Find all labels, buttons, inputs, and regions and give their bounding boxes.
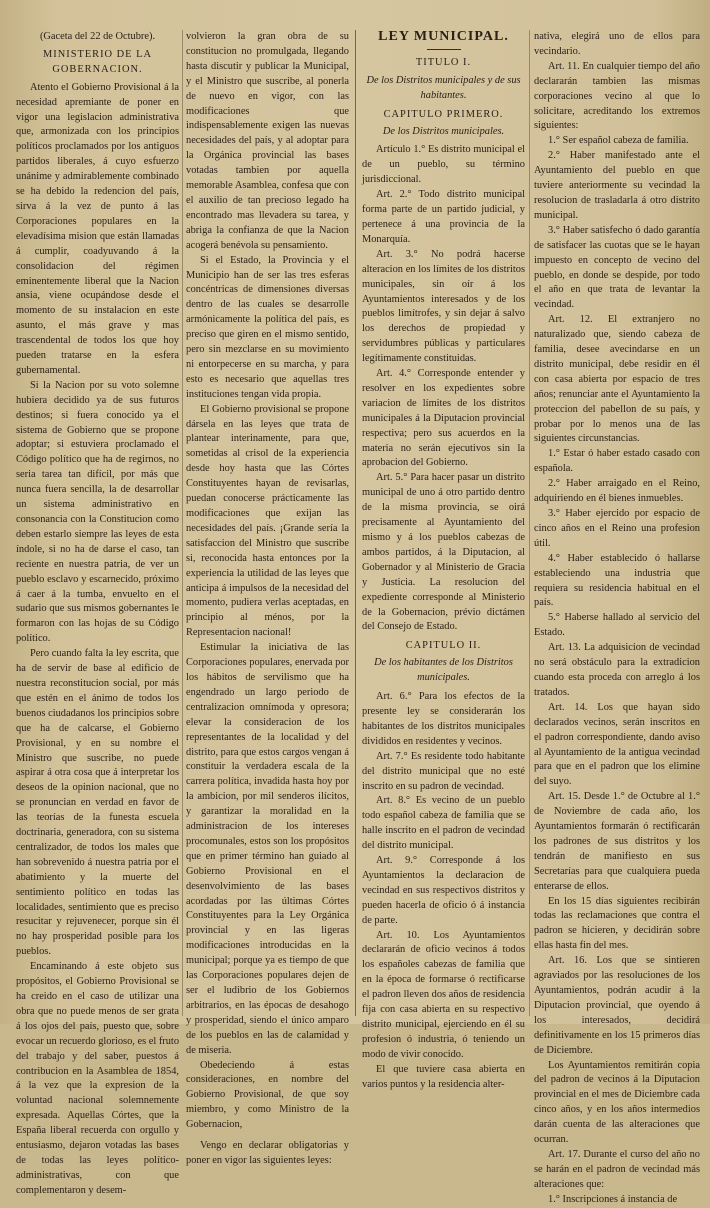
- article: Los Ayuntamientos remitirán copia del padron de vecinos á la Diputacion provincial en el mes de Diciembre cada cinco años, y en los años intermedios darán cuenta de las alteraciones que ocurran.: [534, 1059, 700, 1146]
- preamble-paragraph: volvieron la gran obra de su constitucion no promulgada, llegando hasta discutir y publicar la Municipal, y el Ministro que suscribe, al ponerla de nuevo en vigor, con las modificaciones que indispensablemente exigen las nuevas necesidades del país, y al adoptar para la Orgánica provincial las bases votadas tambien por aquella memorable Asamblea, confesa que con el auxilio de tan precioso legado ha encontrado mas llevadera su tarea, y abriga la confianza de que la Nacion acogerá benévola su pensamiento.: [186, 31, 349, 251]
- article-item: 1.° Inscripciones á instancia de: [548, 1193, 678, 1205]
- preamble-paragraph: Encaminando á este objeto sus propósitos, el Gobierno Provisional se ha creido en el caso de utilizar una obra que no puede menos de ser grata á los ojos del país, puesto que, sobre evocar un recuerdo glorioso, es el fruto del trabajo y del saber, puestos á contribucion en la Asamblea de 1854, á la vez que la expresion de la voluntad nacional solemnemente expresada. Aquellas Córtes, que la España liberal recuerda con orgullo y entusiasmo, dejaron votadas las bases de todas las leyes político-administrativas, con que complementaron y desem-: [16, 961, 180, 1196]
- article: Art. 6.° Para los efectos de la presente ley se considerarán los habitantes de los distritos municipales divididos en residentes y vecinos.: [362, 691, 525, 747]
- preamble-paragraph: Obedeciendo á estas consideraciones, en nombre del Gobierno Provisional, de que soy miembro, y como Ministro de la Gobernacion,: [186, 1059, 349, 1131]
- article: El que tuviere casa abierta en varios puntos y la residencia alter-: [362, 1063, 525, 1090]
- column-2: [186, 30, 349, 1166]
- article: Art. 13. La adquisicion de vecindad no será obstáculo para la extradicion cuando esta proceda con arreglo á los tratados.: [534, 642, 700, 698]
- article-item: 2.° Haber manifestado ante el Ayuntamiento del pueblo en que tuviere anteriormente su vecindad la resolucion de trasladarla á otro distrito municipal.: [534, 150, 700, 221]
- article: Art. 14. Los que hayan sido declarados vecinos, serán inscritos en el padron correspondiente, dando aviso al Ayuntamiento de la antigua vecindad para que en el padron que los elimine del suyo.: [534, 701, 700, 788]
- article: Art. 4.° Corresponde entender y resolver en los expedientes sobre variacion de límites de los distritos municipales á la Diputacion provincial respectiva; pero sus acuerdos en la materia no serán ejecutivos sin la aprobacion del Gobierno.: [362, 368, 525, 469]
- preamble-paragraph: Si la Nacion por su voto solemne hubiera decidido ya de sus futuros destinos; si fuera conocido ya el sistema de Gobierno que se propone adoptar; si estuviera proclamado el Código político que ha de regirnos, no seria tarea tan difícil, por más que nunca fuera sencilla, la de desarrollar un sistema administrativo en consonancia con la Constitucion como deben estarlo siempre las leyes de esta índole, si no ha de darse el caso, tan reciente en nuestra patria, de ver un pueblo esclavo y escarnecido, próximo á caer á la tumba, envuelto en el sudario que sus mismos gobernantes le formaron con las hojas de su Código político.: [16, 379, 179, 645]
- article: Art. 5.° Para hacer pasar un distrito municipal de uno á otro partido dentro de la misma provincia, se oirá precisamente al Ayuntamiento del mismo y á los pueblos cabezas de ambos partidos, á la Diputacion, al Gobernador y al Ministerio de Gracia y Justicia. La resolucion del expediente corresponde al Ministerio de la Gobernacion, prévio dictámen del Consejo de Estado.: [362, 472, 525, 633]
- article-item: 4.° Haber establecido ó hallarse estableciendo una industria que requiera su residencia habitual en el país.: [534, 552, 700, 609]
- article: En los 15 días siguientes recibirán todas las reclamaciones que contra el padron se hicieren, y decidirán sobre ellas hasta fin del mes.: [534, 895, 700, 952]
- preamble-paragraph: Pero cuando falta la ley escrita, que ha de servir de base al edificio de nuestra reconstitucion social, por más que estén en el ánimo de todos los buenos ciudadanos los principios sobre que ha de calcarse, el Gobierno Provisional, y en su nombre el Ministro que suscribe, no puede aspirar á otra cosa que á interpretar los deseos de la opinion nacional, que no se pronuncian en verdad en favor de las teorías de la funesta escuela doctrinaria, generadora, con su sistema centralizador, de todos los males que han sobrevenido á nuestra patria por el abatimiento y la muerte del sentimiento político en todas las localidades, sentimiento que es preciso resucitar y rejuvenecer, porque sin él no hay prosperidad posible para los pueblos.: [16, 648, 179, 958]
- article-item: 1.° Ser español cabeza de familia.: [548, 135, 689, 147]
- article-item: 3.° Haber satisfecho ó dado garantía de satisfacer las cuotas que se le hayan impuesto en concepto de vecino del pueblo, en donde se despide, por todo el año en que trata de levantar la vecindad.: [534, 224, 700, 311]
- article: Art. 11. En cualquier tiempo del año declararán tambien las mismas corporaciones vecino al que lo solicitare, acreditando los extremos siguientes:: [534, 60, 700, 132]
- chapter-subheading: De los Distritos municipales.: [382, 125, 505, 137]
- article: Art. 2.° Todo distrito municipal forma parte de un partido judicial, y pertenece á una provincia de la Monarquía.: [362, 189, 525, 245]
- law-title: LEY MUNICIPAL.: [378, 29, 509, 44]
- article-item: 3.° Haber ejercido por espacio de cinco años en el Reino una profesion útil.: [534, 508, 700, 549]
- article: Art. 12. El extranjero no naturalizado que, siendo cabeza de familia, desee avecindarse en un distrito municipal, debe residir en él con casa abierta por espacio de tres años; renunciar ante el Ayuntamiento la proteccion del pabellon de su país, y probar por lo menos una de las siguientes circunstancias.: [534, 314, 700, 445]
- article-item: 1.° Estar ó haber estado casado con española.: [534, 448, 700, 475]
- column-divider: [355, 30, 356, 1016]
- title-rule: [427, 49, 461, 50]
- article: nativa, elegirá uno de ellos para vecindario.: [534, 31, 700, 57]
- preamble-paragraph: El Gobierno provisional se propone dársela en las leyes que trata de plantear interinamente, para que, sometidas al crisol de la experiencia desde hoy hasta que las Córtes Constituyentes hayan de revisarlas, puedan conocerse prácticamente las modificaciones que exijan las necesidades del país. ¡Grande sería la satisfaccion del Ministro que suscribe si, reconocida hasta entonces por la experiencia la utilidad de las leyes que anticipa á impulsos de la necesidad del momento, pudiera verlas aceptadas, en principio al ménos, por la Representacion nacional!: [186, 403, 349, 639]
- titulo-heading: TITULO I.: [415, 56, 472, 68]
- column-3: [362, 29, 525, 1090]
- article: Art. 15. Desde 1.° de Octubre al 1.° de Noviembre de cada año, los Ayuntamientos formarán ó rectificarán los padrones de sus distritos y los tendrán de manifiesto en sus Secretarías para que cualquiera pueda enterarse de ellos.: [534, 791, 700, 892]
- column-divider: [529, 30, 530, 1016]
- column-1: [16, 30, 180, 1196]
- article: Art. 7.° Es residente todo habitante del distrito municipal que no esté inscrito en su padron de vecindad.: [362, 750, 525, 792]
- column-divider: [182, 30, 183, 1016]
- article: Art. 17. Durante el curso del año no se harán en el padron de vecindad más alteraciones que:: [534, 1148, 700, 1190]
- column-4: [534, 30, 700, 1205]
- chapter-heading: CAPITULO II.: [405, 640, 482, 652]
- article: Artículo 1.° Es distrito municipal el de un pueblo, su término jurisdiccional.: [362, 144, 525, 186]
- preamble-paragraph: Estimular la iniciativa de las Corporaciones populares, enervada por los hábitos de servilismo que ha engendrado un largo periodo de centralizacion omnímoda y opresora; elevar la consideracion de los representantes de la localidad y del distrito, para que estos cargos vengan á constituir la verdadera escala de la carrera política, invadida hasta hoy por la ambicion, por mil senderos ilícitos, y garantizar la moralidad en la administracion de los intereses procomunales, estos son los propósitos que en primer término han guiado al Gobierno Provisional en el desenvolvimiento de las bases acordadas por las últimas Córtes Constituyentes para la Ley Orgánica provincial y en las ligeras modificaciones introducidas en la municipal; porque ya es tiempo de que las Corporaciones populares dejen de ser el ludibrio de los Gobiernos arbitrarios, en las épocas de desahogo y prosperidad, siendo el único amparo de los pueblos en las de calamidad y de miseria.: [186, 642, 349, 1056]
- article: Art. 16. Los que se sintieren agraviados por las resoluciones de los Ayuntamientos, podrán acudir á la Diputacion provincial, que oyendo á los interesados, decidirá definitivamente en los 15 primeros días de Diciembre.: [534, 955, 700, 1056]
- article-item: 2.° Haber arraigado en el Reino, adquiriendo en él bienes inmuebles.: [534, 478, 700, 505]
- article: Art. 9.° Corresponde á los Ayuntamientos la declaracion de vecindad en sus respectivos distritos y pueden hacerla de oficio ó á instancia de parte.: [362, 855, 525, 926]
- article: Art. 8.° Es vecino de un pueblo todo español cabeza de familia que se halle inscrito en el padron de vecindad del distrito municipal.: [362, 795, 525, 852]
- preamble-paragraph: Si el Estado, la Provincia y el Municipio han de ser las tres esferas concéntricas de dimensiones diversas dentro de las cuales se desarrolle armónicamente la política del país, es preciso que giren en el mismo sentido, pero sin mezclarse en su movimiento ni entorpecerse en su marcha, y para esto es necesario que aquellas tres instituciones tengan vida propia.: [186, 254, 349, 400]
- titulo-subheading: De los Distritos municipales y de sus habitantes.: [366, 74, 521, 101]
- preamble-paragraph: Vengo en declarar obligatorias y poner en vigor las siguientes leyes:: [186, 1140, 349, 1166]
- preamble-paragraph: Atento el Gobierno Provisional á la necesidad apremiante de poner en vigor una legislacion administrativa que, armonizada con los principios políticos proclamados por los antiguos partidos liberales, á cuyo esfuerzo unánime y admirablemente combinado se ha debido la redencion del país, sirva á la vez de punto á las Corporaciones populares en la elevadísima mision que están llamadas á cumplir, coadyuvando á la consolidacion del régimen eminentemente liberal que la Nacion ansia, viene ocupándose desde el momento de su instalacion en este asunto, el más grave y mas trascendental de todos los que hoy pueden tratarse en la esfera gubernamental.: [16, 81, 179, 376]
- article-item: 5.° Haberse hallado al servicio del Estado.: [534, 612, 700, 639]
- ministry-heading: MINISTERIO DE LA GOBERNACION.: [43, 48, 152, 75]
- gazette-date: (Gaceta del 22 de Octubre).: [39, 31, 156, 42]
- article: Art. 10. Los Ayuntamientos declararán de oficio vecinos á todos los españoles cabezas de familia que en la época de formarse ó rectificarse el padron lleven dos años de residencia fija con casa abierta en su respectivo distrito municipal, ejerciendo en él su profesion ó industria, ó teniendo un modo de vivir conocido.: [362, 929, 525, 1060]
- chapter-heading: CAPITULO PRIMERO.: [383, 108, 504, 120]
- article: Art. 3.° No podrá hacerse alteracion en los límites de los distritos municipales, sin oír á los Ayuntamientos interesados y de los pueblos limítrofes, y sin dejar á salvo los derechos de propiedad y servidumbres públicas y particulares legítimamente constituidas.: [362, 248, 525, 365]
- chapter-subheading: De los habitantes de los Distritos municipales.: [374, 657, 513, 684]
